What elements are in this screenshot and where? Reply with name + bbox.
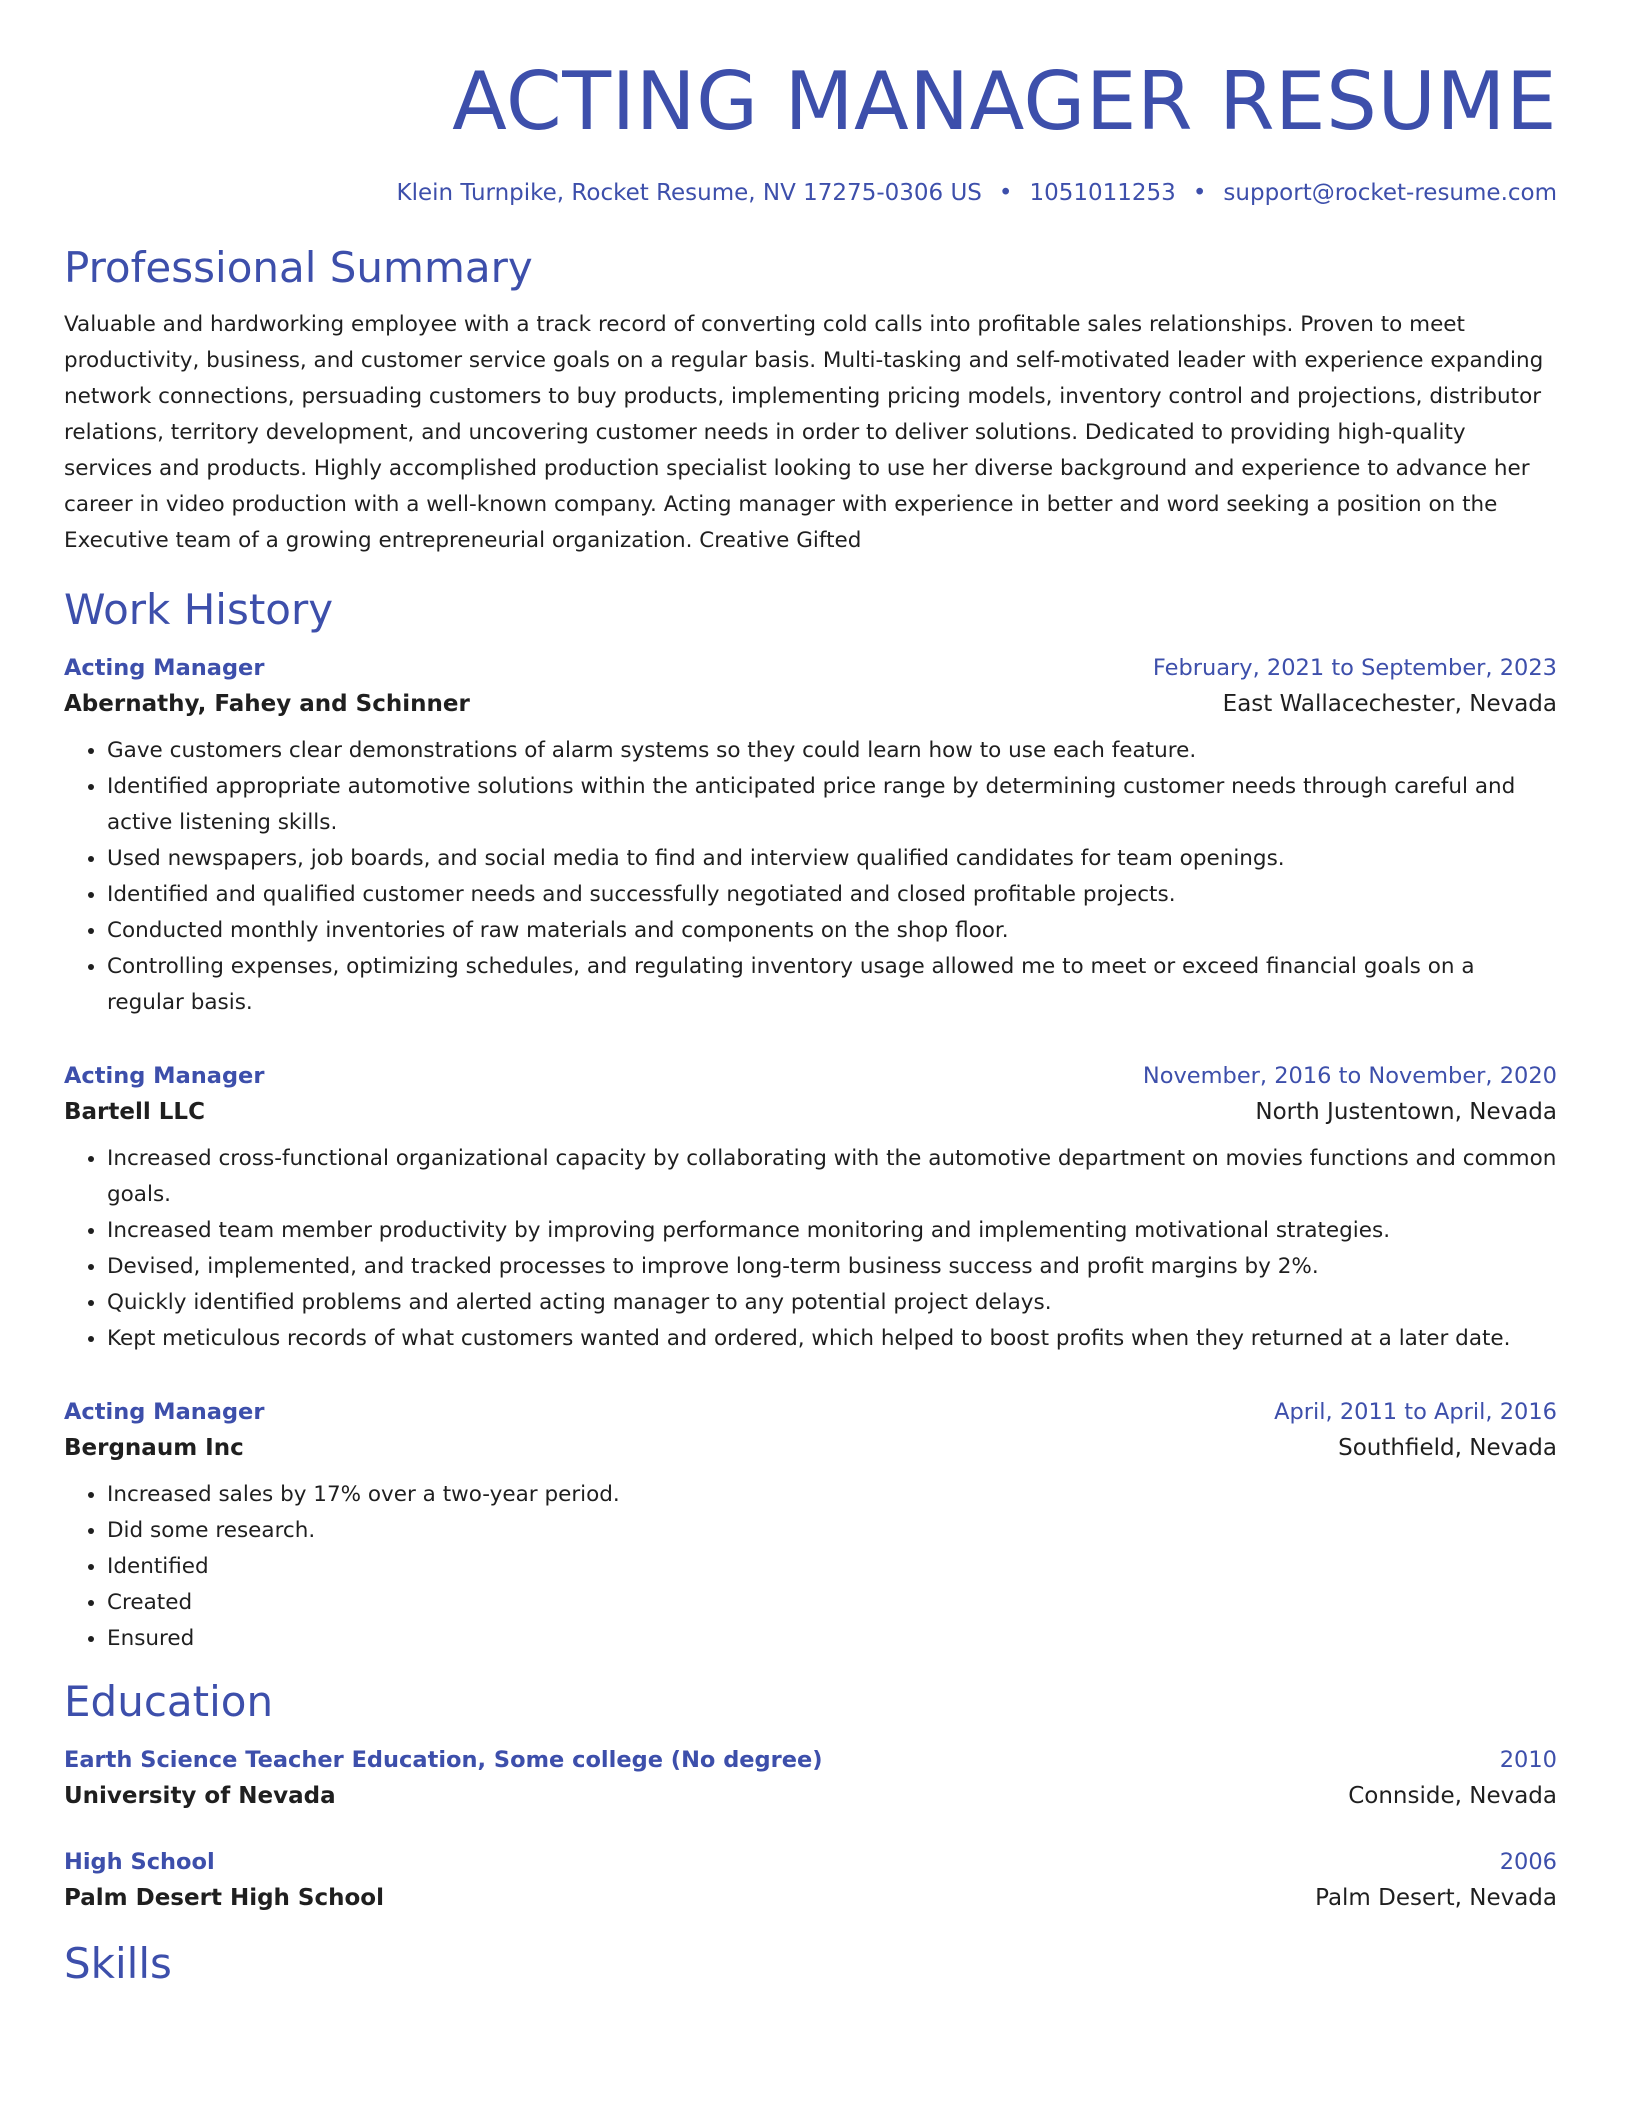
- job-location: East Wallacechester, Nevada: [1222, 691, 1557, 717]
- job-bullet: • Conducted monthly inventories of raw materials and components on the shop floor.: [107, 913, 1557, 949]
- contact-line: [64, 177, 1557, 209]
- job-bullet: • Quickly identified problems and alerted acting manager to any potential project delays.: [107, 1285, 1557, 1321]
- job-location: North Justentown, Nevada: [1255, 1099, 1557, 1125]
- job-employer: Bergnaum Inc: [64, 1435, 244, 1461]
- summary-text: Valuable and hardworking employee with a track record of converting cold calls into profitable sales relationships. Proven to meet productivity, business, and customer service goals on a regular basis. Multi-tasking and self-motivated leader with experience expanding network connections, persuading customers to buy products, implementing pricing models, inventory control and projections, distributor relations, territory development, and uncovering customer needs in order to deliver solutions. Dedicated to providing high-quality services and products. Highly accomplished production specialist looking to use her diverse background and experience to advance her career in video production with a well-known company. Acting manager with experience in better and word seeking a position on the Executive team of a growing entrepreneurial organization. Creative Gifted: [64, 312, 1544, 553]
- education-location: Palm Desert, Nevada: [1315, 1885, 1557, 1911]
- job-bullet: • Used newspapers, job boards, and social media to find and interview qualified candidates for team openings.: [107, 841, 1557, 877]
- job-title: Acting Manager: [64, 1063, 265, 1089]
- job-dates: November, 2016 to November, 2020: [1142, 1063, 1557, 1089]
- education-heading: Education: [64, 1677, 274, 1726]
- job-bullets: [64, 733, 1557, 1021]
- job-employer-row: [64, 685, 1557, 723]
- job-bullet: • Identified and qualified customer needs and successfully negotiated and closed profitable projects.: [107, 877, 1557, 913]
- job-employer: Abernathy, Fahey and Schinner: [64, 691, 470, 717]
- education-year: 2006: [1499, 1849, 1557, 1875]
- work-history-heading: Work History: [64, 585, 334, 634]
- skills-heading: Skills: [64, 1939, 172, 1988]
- education-degree: High School: [64, 1849, 215, 1875]
- education-school: University of Nevada: [64, 1783, 336, 1809]
- job-employer-row: [64, 1429, 1557, 1467]
- education-entry: [64, 1743, 1557, 1815]
- job-entry: [64, 651, 1557, 1021]
- job-bullets: [64, 1141, 1557, 1357]
- contact-phone[interactable]: 1051011253: [1029, 180, 1176, 206]
- contact-separator: •: [998, 180, 1013, 206]
- education-location: Connside, Nevada: [1348, 1783, 1557, 1809]
- summary-heading: Professional Summary: [64, 243, 533, 292]
- contact-email[interactable]: support@rocket-resume.com: [1223, 180, 1557, 206]
- education-school-row: [64, 1879, 1557, 1917]
- job-entry: [64, 1059, 1557, 1357]
- job-entry: [64, 1395, 1557, 1657]
- job-bullet: • Controlling expenses, optimizing schedules, and regulating inventory usage allowed me to meet or exceed financial goals on a regular basis.: [107, 949, 1557, 1021]
- job-bullet: • Increased sales by 17% over a two-year period.: [107, 1477, 1557, 1513]
- contact-separator: •: [1192, 180, 1207, 206]
- education-entry: [64, 1845, 1557, 1917]
- job-dates: April, 2011 to April, 2016: [1274, 1399, 1557, 1425]
- job-employer-row: [64, 1093, 1557, 1131]
- job-bullet: • Identified: [107, 1549, 1557, 1585]
- job-bullet: • Ensured: [107, 1621, 1557, 1657]
- job-bullet: • Kept meticulous records of what customers wanted and ordered, which helped to boost profits when they returned at a later date.: [107, 1321, 1557, 1357]
- job-bullet: • Gave customers clear demonstrations of alarm systems so they could learn how to use each feature.: [107, 733, 1557, 769]
- job-header-row: [64, 651, 1557, 685]
- job-bullet: • Identified appropriate automotive solutions within the anticipated price range by determining customer needs through careful and active listening skills.: [107, 769, 1557, 841]
- job-employer: Bartell LLC: [64, 1099, 205, 1125]
- job-bullet: • Devised, implemented, and tracked processes to improve long-term business success and profit margins by 2%.: [107, 1249, 1557, 1285]
- job-location: Southfield, Nevada: [1338, 1435, 1557, 1461]
- education-school: Palm Desert High School: [64, 1885, 384, 1911]
- job-header-row: [64, 1395, 1557, 1429]
- job-bullet: • Increased team member productivity by improving performance monitoring and implementing motivational strategies.: [107, 1213, 1557, 1249]
- job-header-row: [64, 1059, 1557, 1093]
- job-bullet: • Increased cross-functional organizational capacity by collaborating with the automotive department on movies functions and common goals.: [107, 1141, 1557, 1213]
- resume-title: ACTING MANAGER RESUME: [452, 55, 1557, 148]
- education-degree: Earth Science Teacher Education, Some college (No degree): [64, 1747, 823, 1773]
- job-dates: February, 2021 to September, 2023: [1152, 655, 1557, 681]
- education-header-row: [64, 1845, 1557, 1879]
- job-title: Acting Manager: [64, 655, 265, 681]
- job-bullet: • Did some research.: [107, 1513, 1557, 1549]
- resume-page: [64, 0, 1557, 1991]
- job-bullet: • Created: [107, 1585, 1557, 1621]
- education-year: 2010: [1499, 1747, 1557, 1773]
- education-header-row: [64, 1743, 1557, 1777]
- education-school-row: [64, 1777, 1557, 1815]
- job-title: Acting Manager: [64, 1399, 265, 1425]
- job-bullets: [64, 1477, 1557, 1657]
- contact-address: Klein Turnpike, Rocket Resume, NV 17275-0306 US: [396, 180, 982, 206]
